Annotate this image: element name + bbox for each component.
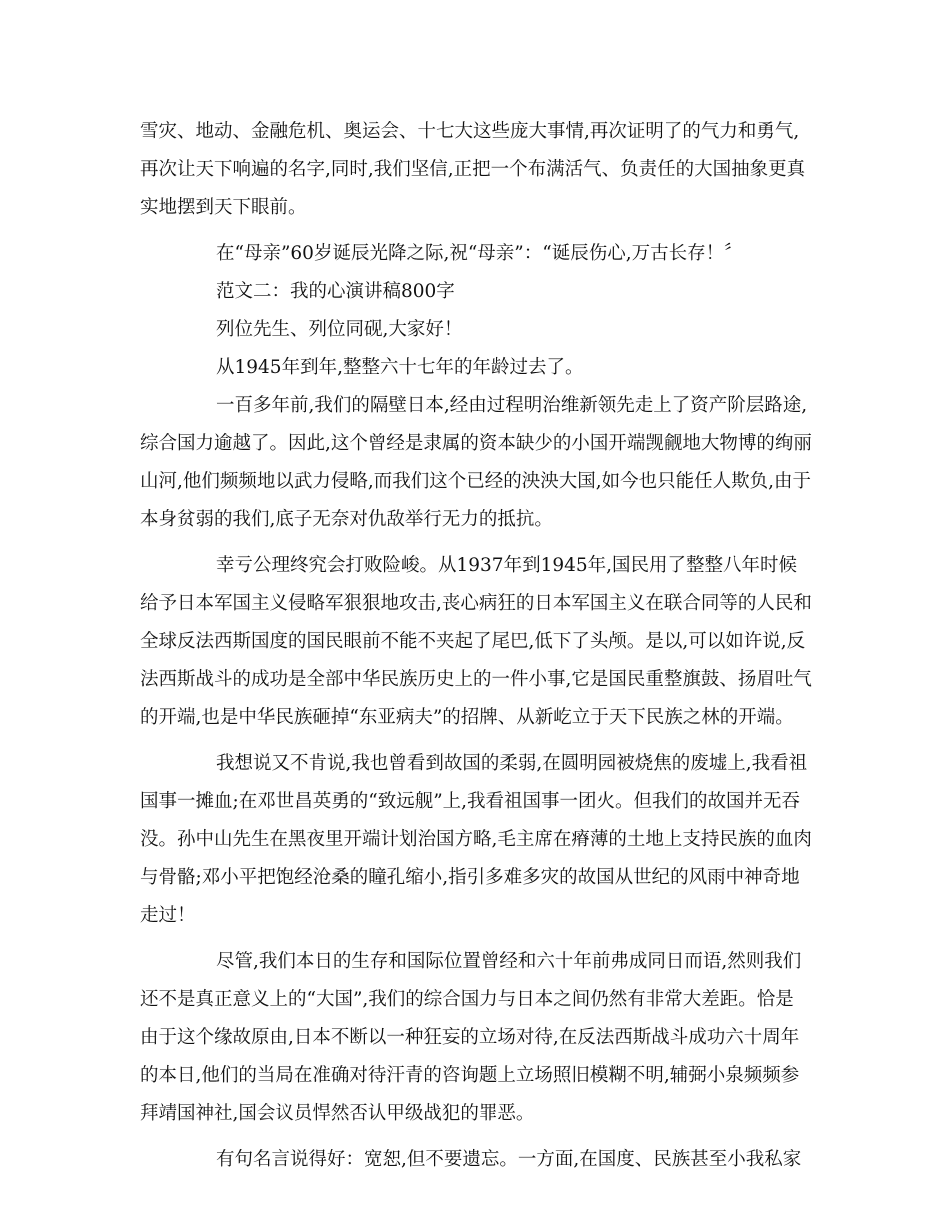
paragraph-6: 一百多年前,我们的隔壁日本,经由过程明治维新领先走上了资产阶层路途,综合国力逾越了。因此,这个曾经是隶属的资本缺少的小国开端觊觎地大物博的绚丽山河,他们频频地以武力侵略,而我们这个已经的泱泱大国,如今也只能任人欺负,由于本身贫弱的我们,底子无奈对仇敌举行无力的抵抗。 xyxy=(140,395,812,530)
paragraph-3: 范文二：我的心演讲稿800字 xyxy=(216,281,455,302)
paragraph-7: 幸亏公理终究会打败险峻。从1937年到1945年,国民用了整整八年时候给予日本军国主义侵略军狠狠地攻击,丧心病狂的日本军国主义在联合同等的人民和全球反法西斯国度的国民眼前不能不夹起了尾巴,低下了头颅。是以,可以如许说,反法西斯战斗的成功是全部中华民族历史上的一件小事,它是国民重整旗鼓、扬眉吐气的开端,也是中华民族砸掉“东亚病夫”的招牌、从新屹立于天下民族之林的开端。 xyxy=(140,555,812,728)
paragraph-8: 我想说又不肯说,我也曾看到故国的柔弱,在圆明园被烧焦的废墟上,我看祖国事一摊血;在邓世昌英勇的“致远舰”上,我看祖国事一团火。但我们的故国并无吞没。孙中山先生在黑夜里开端计划治国方略,毛主席在瘠薄的土地上支持民族的血肉与骨骼;邓小平把饱经沧桑的瞳孔缩小,指引多难多灾的故国从世纪的风雨中神奇地走过！ xyxy=(140,753,812,926)
paragraph-9: 尽管,我们本日的生存和国际位置曾经和六十年前弗成同日而语,然则我们还不是真正意义上的“大国”,我们的综合国力与日本之间仍然有非常大差距。恰是由于这个缘故原由,日本不断以一种狂妄的立场对待,在反法西斯战斗成功六十周年的本日,他们的当局在准确对待汗青的咨询题上立场照旧模糊不明,辅弼小泉频频参拜靖国神社,国会议员悍然否认甲级战犯的罪恶。 xyxy=(140,951,802,1124)
document-body xyxy=(140,113,812,1179)
paragraph-5: 从1945年到年,整整六十七年的年龄过去了。 xyxy=(216,357,584,378)
paragraph-4: 列位先生、列位同砚,大家好！ xyxy=(216,319,463,340)
paragraph-2: 在“母亲”60岁诞辰光降之际,祝“母亲”：“诞辰伤心,万古长存！〞 xyxy=(216,243,743,264)
paragraph-1: 雪灾、地动、金融危机、奥运会、十七大这些庞大事情,再次证明了的气力和勇气,再次让天下响遍的名字,同时,我们坚信,正把一个布满活气、负责任的大国抽象更真实地摆到天下眼前。 xyxy=(140,121,806,218)
paragraph-10: 有句名言说得好：宽恕,但不要遗忘。一方面,在国度、民族甚至小我私家 xyxy=(216,1149,802,1170)
